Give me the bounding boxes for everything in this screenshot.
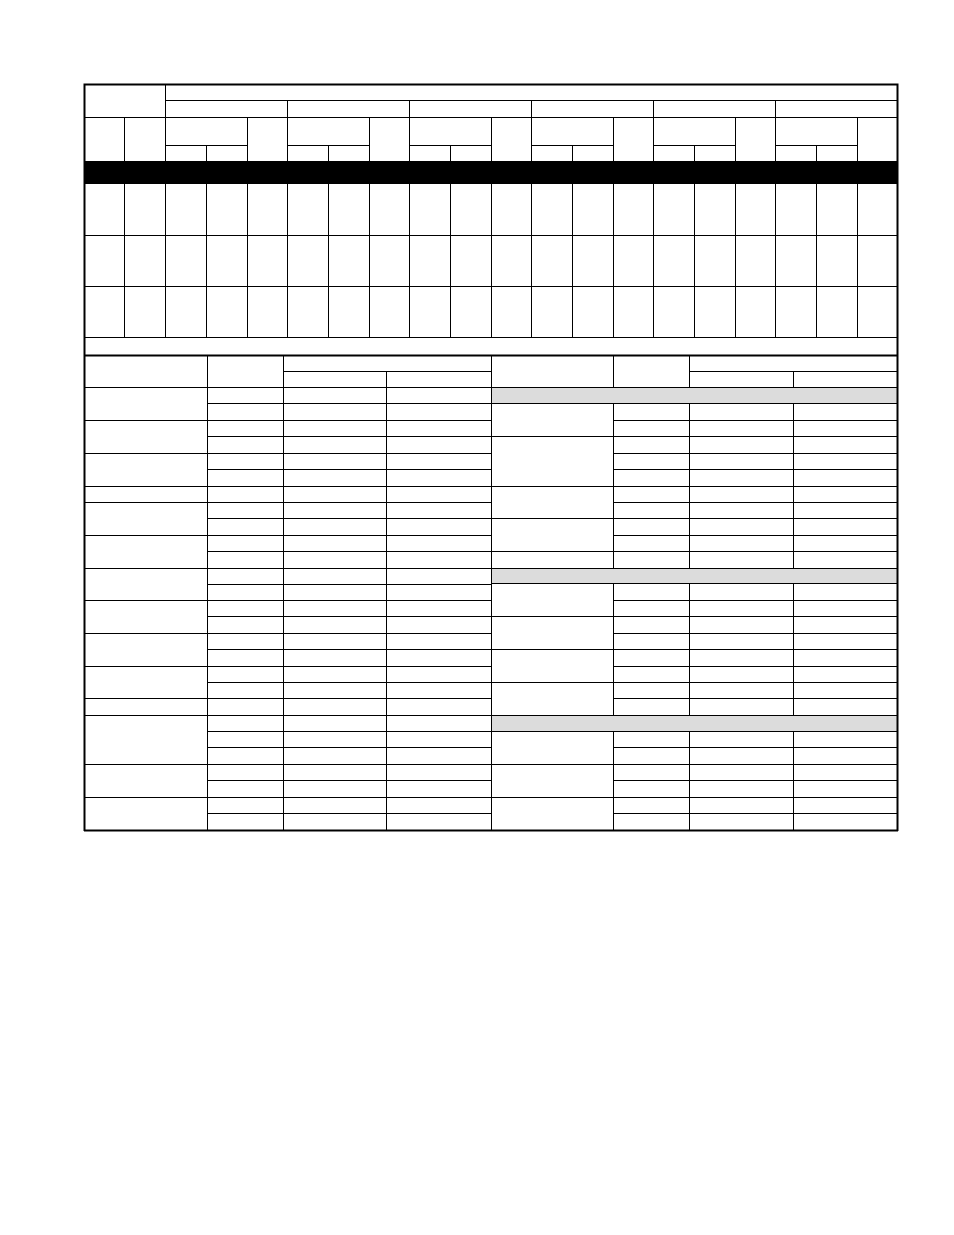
shaded-row-1: [492, 388, 897, 403]
upper-table: [85, 85, 898, 356]
shaded-row-3: [492, 715, 897, 731]
header-banner: [85, 161, 897, 184]
shaded-row-2: [492, 568, 897, 583]
lower-table: [84, 355, 898, 831]
